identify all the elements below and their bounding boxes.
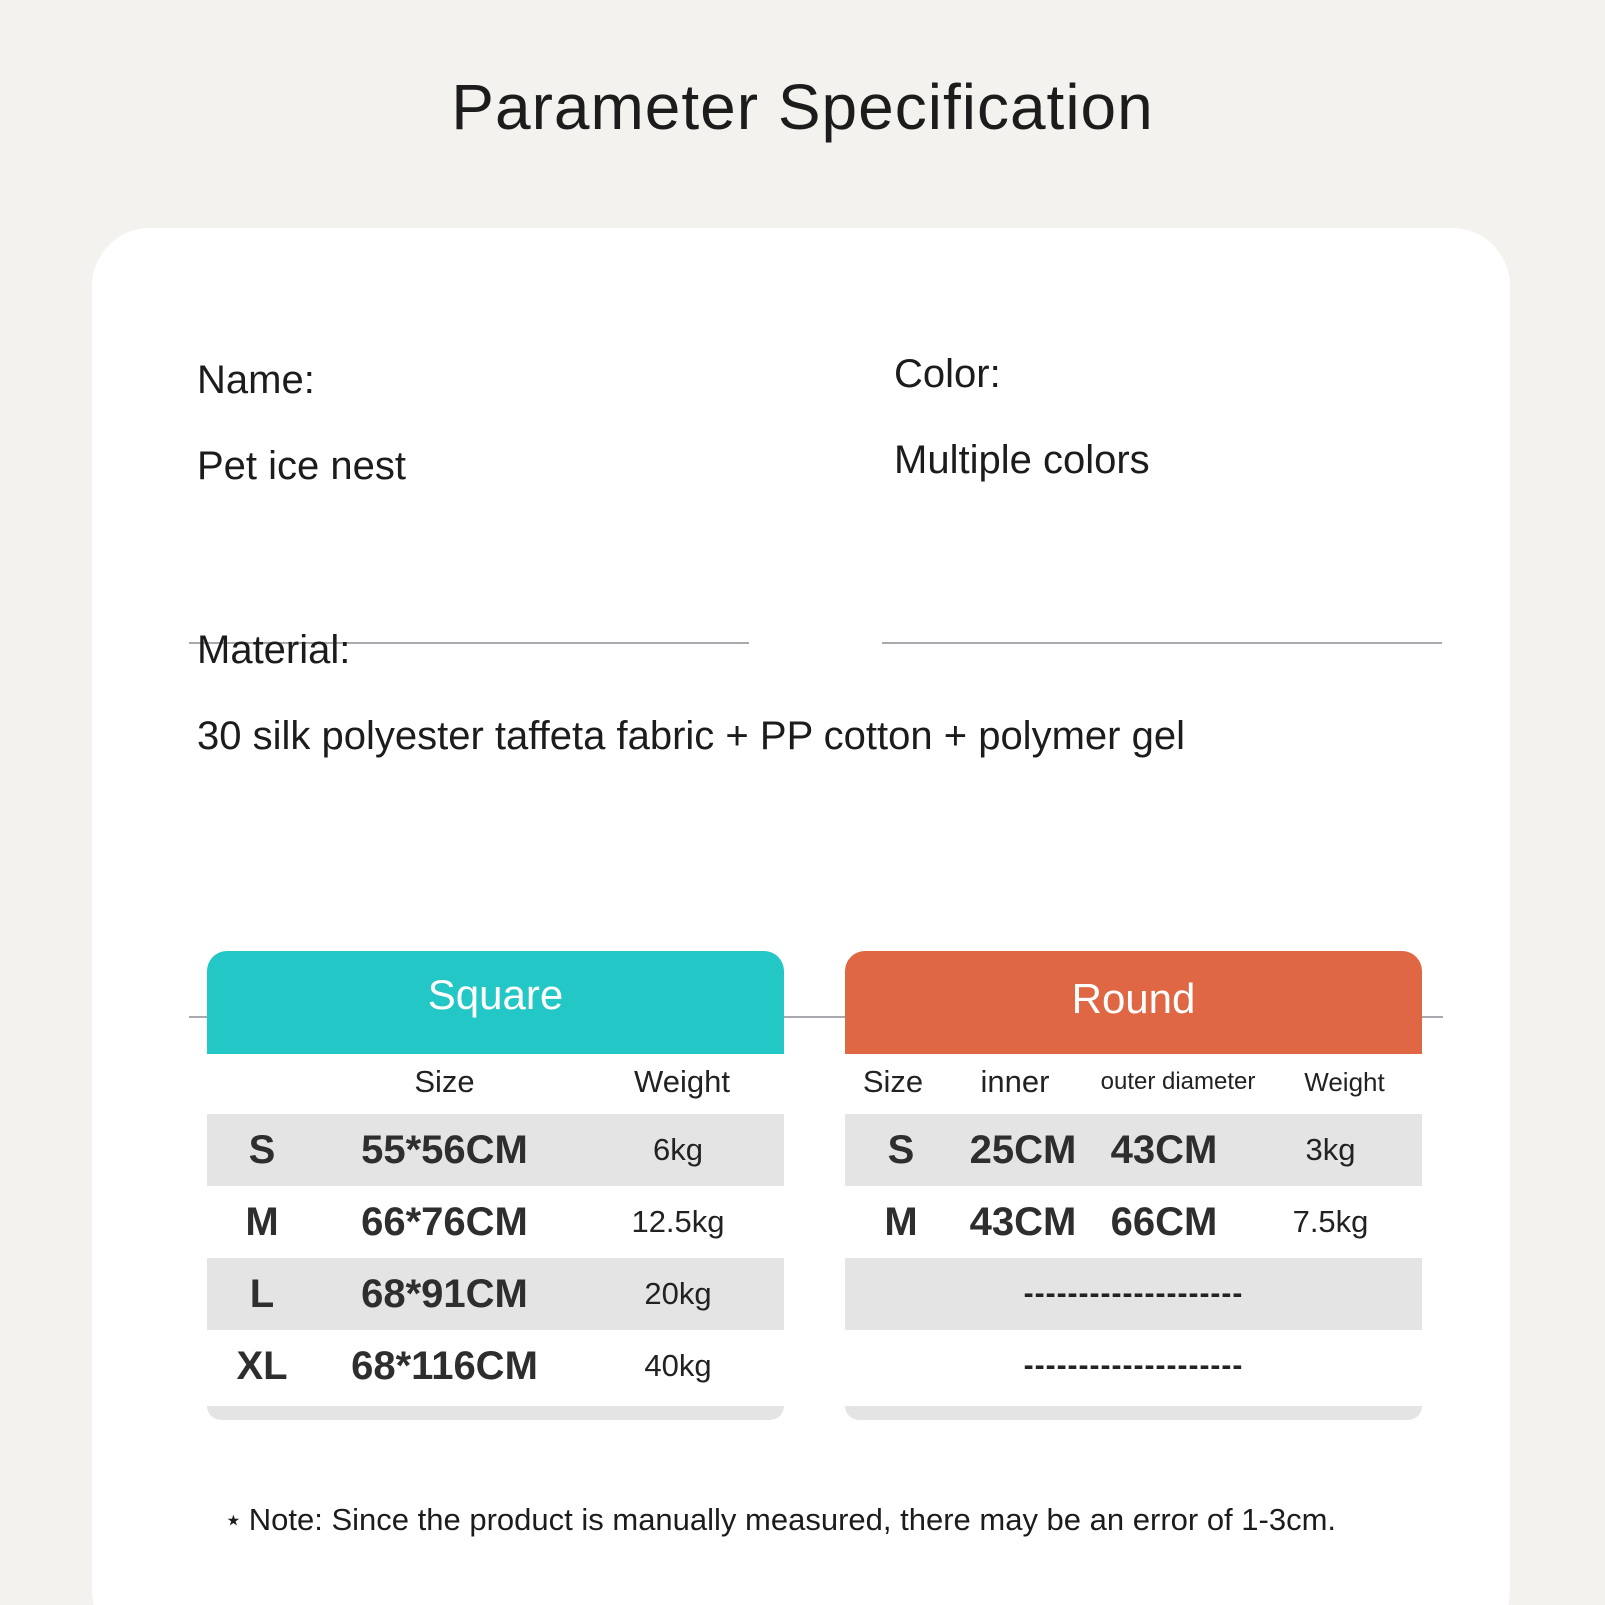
square-weight-cell: 6kg bbox=[653, 1132, 703, 1167]
star-icon: ⋆ bbox=[224, 1504, 243, 1537]
round-row-s bbox=[845, 1114, 1422, 1186]
round-empty-dashes: -------------------- bbox=[1023, 1349, 1244, 1382]
color-value: Multiple colors bbox=[894, 438, 1150, 482]
square-column-headers bbox=[207, 1054, 784, 1110]
round-col-inner: inner bbox=[980, 1064, 1050, 1099]
square-col-size: Size bbox=[414, 1064, 475, 1099]
square-row-xl bbox=[207, 1330, 784, 1402]
round-inner-cell: 25CM bbox=[969, 1127, 1077, 1172]
round-size-cell: M bbox=[884, 1199, 918, 1244]
square-row-m bbox=[207, 1186, 784, 1258]
square-size-table bbox=[207, 951, 784, 1420]
name-label: Name: bbox=[197, 358, 315, 402]
square-size-cell: L bbox=[249, 1271, 275, 1316]
material-value: 30 silk polyester taffeta fabric + PP cotton + polymer gel bbox=[197, 714, 1185, 758]
round-weight-cell: 3kg bbox=[1305, 1132, 1356, 1167]
round-col-weight: Weight bbox=[1304, 1066, 1385, 1097]
square-dim-cell: 68*91CM bbox=[361, 1271, 528, 1316]
square-col-weight: Weight bbox=[634, 1064, 730, 1099]
square-size-cell: S bbox=[248, 1127, 276, 1172]
square-row-l bbox=[207, 1258, 784, 1330]
round-table-footer bbox=[845, 1406, 1422, 1420]
round-row-empty bbox=[845, 1258, 1422, 1330]
round-weight-cell: 7.5kg bbox=[1292, 1204, 1369, 1239]
material-field bbox=[189, 626, 1443, 760]
square-table-title: Square bbox=[207, 951, 784, 1054]
measurement-note bbox=[224, 1502, 1336, 1538]
material-label: Material: bbox=[197, 628, 351, 672]
round-table-title: Round bbox=[845, 951, 1422, 1054]
square-weight-cell: 12.5kg bbox=[631, 1204, 725, 1239]
square-weight-cell: 20kg bbox=[644, 1276, 712, 1311]
round-column-headers bbox=[845, 1054, 1422, 1110]
round-empty-dashes: -------------------- bbox=[1023, 1277, 1244, 1310]
round-row-empty bbox=[845, 1330, 1422, 1402]
round-col-outer: outer diameter bbox=[1100, 1068, 1256, 1095]
square-dim-cell: 66*76CM bbox=[361, 1199, 528, 1244]
round-size-cell: S bbox=[887, 1127, 915, 1172]
square-weight-cell: 40kg bbox=[644, 1348, 712, 1383]
round-size-table bbox=[845, 951, 1422, 1420]
note-text: Note: Since the product is manually measured, there may be an error of 1-3cm. bbox=[248, 1502, 1337, 1537]
name-field bbox=[189, 356, 749, 490]
round-row-m bbox=[845, 1186, 1422, 1258]
square-dim-cell: 55*56CM bbox=[361, 1127, 528, 1172]
square-dim-cell: 68*116CM bbox=[351, 1343, 538, 1388]
square-table-footer bbox=[207, 1406, 784, 1420]
spec-card bbox=[92, 228, 1510, 1605]
round-inner-cell: 43CM bbox=[969, 1199, 1077, 1244]
round-outer-cell: 66CM bbox=[1110, 1199, 1218, 1244]
page-title: Parameter Specification bbox=[451, 71, 1154, 143]
round-col-size: Size bbox=[862, 1064, 924, 1099]
square-row-s bbox=[207, 1114, 784, 1186]
square-size-cell: XL bbox=[236, 1343, 288, 1388]
color-field bbox=[882, 352, 1442, 484]
color-label: Color: bbox=[894, 352, 1001, 396]
name-value: Pet ice nest bbox=[197, 444, 407, 488]
square-size-cell: M bbox=[245, 1199, 279, 1244]
round-outer-cell: 43CM bbox=[1110, 1127, 1218, 1172]
